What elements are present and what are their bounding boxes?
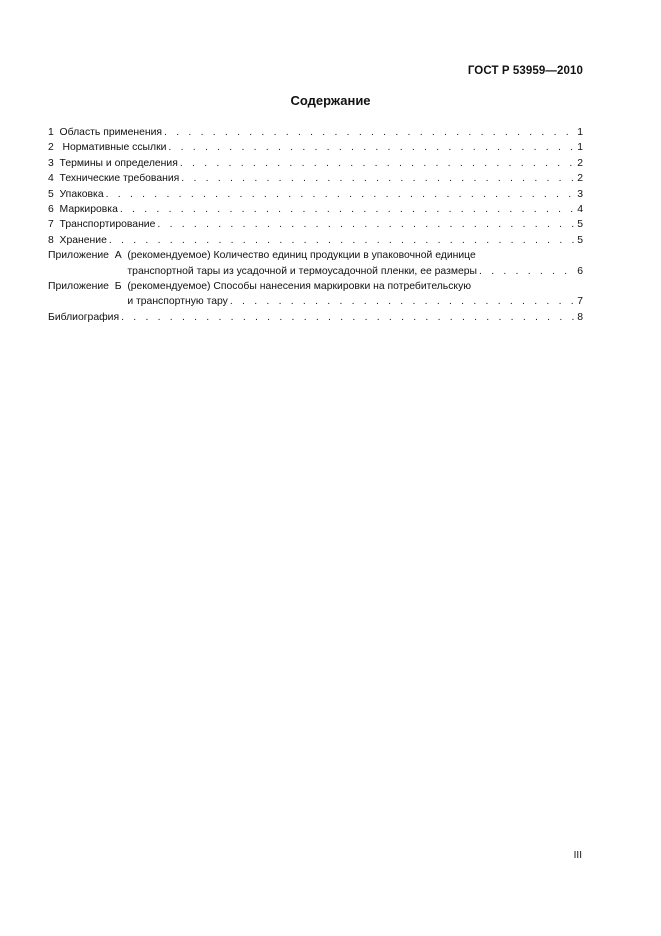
appendix-title-line: (рекомендуемое) Количество единиц продукции в упаковочной единице [127, 250, 476, 262]
toc-entry-label: 1 Область применения [48, 127, 163, 138]
toc-entry-label: 2 Нормативные ссылки [48, 142, 167, 154]
toc-entry-page: 2 [577, 157, 583, 169]
appendix-title-line: (рекомендуемое) Способы нанесения маркировки на потребительскую [127, 281, 472, 293]
dot-leader [164, 125, 575, 140]
dot-leader [121, 310, 575, 325]
toc-entry-normative-references[interactable] [48, 140, 583, 155]
toc-entry-page: 8 [577, 311, 583, 323]
toc-entry-page: 2 [577, 173, 583, 185]
toc-entry-label: 7 Транспортирование [48, 219, 156, 231]
toc-entry-packaging[interactable] [48, 187, 583, 202]
dot-leader [479, 264, 575, 279]
appendix-prefix: Приложение А [48, 250, 128, 262]
dot-leader [180, 156, 575, 171]
dot-leader [181, 171, 575, 186]
toc-entry-technical-requirements[interactable] [48, 171, 583, 186]
table-of-contents [48, 125, 583, 325]
toc-entry-appendix-a[interactable] [48, 248, 583, 279]
toc-entry-bibliography[interactable] [48, 310, 583, 325]
appendix-last-line [127, 294, 583, 309]
dot-leader [109, 233, 575, 248]
toc-entry-page: 4 [577, 204, 583, 216]
toc-entry-label: 5 Упаковка [48, 188, 104, 200]
appendix-body [127, 279, 583, 310]
toc-entry-page: 7 [577, 296, 583, 308]
toc-entry-page: 1 [577, 142, 583, 154]
toc-entry-appendix-b[interactable] [48, 279, 583, 310]
document-code: ГОСТ Р 53959—2010 [467, 65, 583, 77]
dot-leader [120, 202, 575, 217]
dot-leader [157, 217, 575, 232]
toc-entry-label: 4 Технические требования [48, 173, 180, 185]
toc-entry-label: 8 Хранение [48, 234, 107, 246]
appendix-title-line: и транспортную тару [127, 296, 228, 308]
toc-entry-label: Библиография [48, 311, 120, 323]
appendix-prefix: Приложение Б [48, 281, 128, 293]
toc-entry-marking[interactable] [48, 202, 583, 217]
page-number: III [573, 850, 582, 861]
toc-entry-label: 6 Маркировка [48, 204, 118, 216]
dot-leader [106, 187, 576, 202]
toc-entry-page: 6 [577, 265, 583, 277]
appendix-body [127, 248, 583, 279]
toc-entry-page: 5 [577, 234, 583, 246]
dot-leader [168, 140, 575, 155]
toc-entry-page: 3 [577, 188, 583, 200]
appendix-title-line: транспортной тары из усадочной и термоусадочной пленки, ее размеры [127, 265, 478, 277]
toc-entry-terms-definitions[interactable] [48, 156, 583, 171]
toc-entry-transportation[interactable] [48, 217, 583, 232]
contents-title: Содержание [290, 93, 371, 108]
toc-entry-page: 5 [577, 219, 583, 231]
toc-entry-scope[interactable] [48, 125, 583, 140]
toc-entry-page: 1 [577, 127, 583, 138]
appendix-last-line [127, 264, 583, 279]
toc-entry-storage[interactable] [48, 233, 583, 248]
dot-leader [230, 294, 575, 309]
toc-entry-label: 3 Термины и определения [48, 157, 178, 169]
